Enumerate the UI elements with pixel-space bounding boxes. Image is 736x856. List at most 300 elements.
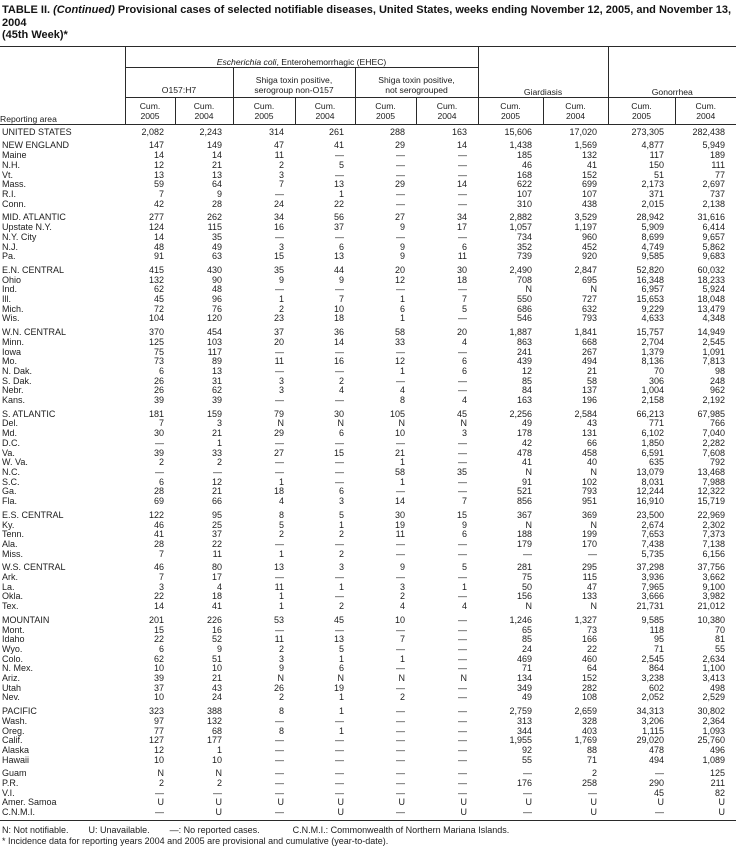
table-row (0, 626, 736, 636)
value-cell: — (458, 476, 468, 487)
value-cell: 920 (582, 251, 598, 262)
value-cell: 7 (158, 572, 164, 583)
value-cell: 21 (394, 447, 405, 458)
value-cell: 66 (211, 496, 222, 507)
value-cell: 26 (153, 385, 164, 396)
value-cell: 68 (211, 725, 222, 736)
value-cell: 521 (517, 486, 533, 497)
value-cell: 282,438 (692, 126, 726, 137)
value-cell: 9 (399, 222, 405, 233)
value-cell: 23 (273, 313, 284, 324)
value-cell: 34 (457, 212, 468, 223)
value-cell: 28,942 (636, 212, 665, 223)
value-cell: 1 (338, 653, 344, 664)
reporting-area-cell: Nev. (2, 692, 20, 703)
value-cell: 29 (394, 140, 405, 151)
value-cell: — (608, 808, 675, 820)
value-cell: 168 (517, 169, 533, 180)
value-cell: 277 (148, 212, 164, 223)
value-cell: 199 (582, 529, 598, 540)
value-cell: 75 (522, 572, 533, 583)
value-cell: 1 (278, 548, 284, 559)
value-cell: 72 (153, 303, 164, 314)
value-cell: 370 (148, 327, 164, 338)
table-row (0, 674, 736, 684)
value-cell: — (458, 198, 468, 209)
table-row (0, 396, 736, 406)
value-cell: 24 (522, 643, 533, 654)
value-cell: — (275, 346, 284, 357)
value-cell: 3 (216, 418, 222, 429)
value-cell: 127 (148, 735, 164, 746)
cum-year-header (355, 97, 416, 124)
value-cell: 18 (273, 486, 284, 497)
value-cell: 6,156 (702, 548, 726, 559)
value-cell: U (718, 797, 726, 808)
value-cell: — (458, 692, 468, 703)
reporting-area-cell: S. ATLANTIC (2, 408, 56, 419)
value-cell: 179 (517, 538, 533, 549)
value-cell: — (458, 653, 468, 664)
value-cell: 6 (158, 643, 164, 654)
table-row (0, 573, 736, 583)
value-cell: — (335, 437, 344, 448)
value-cell: 267 (582, 346, 598, 357)
table-row (0, 262, 736, 276)
value-cell: — (396, 778, 405, 789)
value-cell: 6,591 (641, 447, 665, 458)
value-cell: 21 (211, 428, 222, 439)
value-cell: 62 (211, 385, 222, 396)
value-cell: 45 (654, 787, 665, 798)
cum-year-header (233, 97, 295, 124)
reporting-area-cell: Ind. (2, 284, 18, 295)
table-row (0, 521, 736, 531)
value-cell: 25 (211, 519, 222, 530)
table-row (0, 645, 736, 655)
table-row (0, 635, 736, 645)
value-cell: — (458, 538, 468, 549)
value-cell: 14 (153, 231, 164, 242)
value-cell: 5 (462, 562, 468, 573)
value-cell: 739 (517, 251, 533, 262)
value-cell: 71 (654, 643, 665, 654)
value-cell: 35 (457, 466, 468, 477)
value-cell: — (396, 538, 405, 549)
value-cell: — (458, 385, 468, 396)
value-cell: 6,102 (641, 428, 665, 439)
value-cell: 4,348 (702, 313, 726, 324)
value-cell: 695 (582, 274, 598, 285)
value-cell: 40 (587, 457, 598, 468)
value-cell: 7 (462, 294, 468, 305)
value-cell: — (335, 787, 344, 798)
value-cell: N (525, 519, 533, 530)
value-cell: — (458, 634, 468, 645)
value-cell: 85 (522, 634, 533, 645)
value-cell: 23,500 (636, 509, 665, 520)
value-cell: 30 (333, 408, 344, 419)
value-cell: 15,757 (636, 327, 665, 338)
value-cell: 21,012 (697, 601, 726, 612)
reporting-area-cell: Ohio (2, 274, 22, 285)
value-cell: 49 (522, 418, 533, 429)
value-cell: 2,192 (702, 395, 726, 406)
table-row (0, 550, 736, 560)
value-cell: U (157, 797, 164, 808)
value-cell: 39 (153, 447, 164, 458)
value-cell: — (458, 715, 468, 726)
year-label: 2004 (315, 110, 335, 121)
footnote-legend-item: U: Unavailable. (88, 824, 150, 835)
value-cell: 1,569 (574, 140, 598, 151)
value-cell: 734 (517, 231, 533, 242)
value-cell: 344 (517, 725, 533, 736)
value-cell: 1 (399, 457, 405, 468)
value-cell: 26 (273, 682, 284, 693)
cum-label: Cum. (695, 100, 717, 111)
value-cell: 20 (457, 327, 468, 338)
reporting-area-cell: Minn. (2, 336, 25, 347)
value-cell: — (213, 466, 222, 477)
value-cell: 3,662 (702, 572, 726, 583)
value-cell: 4,877 (641, 140, 665, 151)
year-label: 2005 (140, 110, 160, 121)
value-cell: 29,020 (636, 735, 665, 746)
value-cell: 2,634 (702, 653, 726, 664)
value-cell: — (396, 548, 405, 559)
value-cell: — (233, 808, 295, 820)
value-cell: 42 (522, 437, 533, 448)
value-cell: 118 (649, 624, 665, 635)
value-cell: 21 (211, 673, 222, 684)
value-cell: 7,988 (702, 476, 726, 487)
reporting-area-cell: Utah (2, 682, 22, 693)
value-cell: 1,769 (574, 735, 598, 746)
reporting-area-cell: Ariz. (2, 673, 20, 684)
value-cell: 16 (211, 624, 222, 635)
value-cell: 37 (333, 222, 344, 233)
value-cell: 460 (582, 653, 598, 664)
value-cell: 49 (522, 692, 533, 703)
value-cell: N (590, 466, 598, 477)
table-row (0, 530, 736, 540)
reporting-area-cell: Mo. (2, 356, 18, 367)
value-cell: 41 (153, 529, 164, 540)
value-cell: 17,020 (569, 126, 598, 137)
value-cell: — (396, 787, 405, 798)
value-cell: — (275, 437, 284, 448)
table-row (0, 137, 736, 151)
value-cell: 771 (649, 418, 665, 429)
cum-label: Cum. (500, 100, 521, 111)
value-cell: 45 (333, 614, 344, 625)
value-cell: — (275, 466, 284, 477)
value-cell: — (335, 284, 344, 295)
value-cell: — (458, 778, 468, 789)
value-cell: 415 (148, 264, 164, 275)
value-cell: 2 (338, 548, 344, 559)
value-cell: 727 (582, 294, 598, 305)
value-cell: 82 (715, 787, 726, 798)
value-cell: 1 (216, 437, 222, 448)
value-cell: 2 (278, 692, 284, 703)
table-row (0, 478, 736, 488)
table-header (0, 46, 736, 124)
value-cell: 5,949 (702, 140, 726, 151)
value-cell: 58 (394, 466, 405, 477)
value-cell: 1 (338, 189, 344, 199)
value-cell: 793 (582, 313, 598, 324)
value-cell: N (460, 418, 468, 429)
value-cell: — (458, 313, 468, 324)
value-cell: 2,158 (641, 395, 665, 406)
value-cell: 3 (278, 241, 284, 252)
value-cell: 77 (153, 725, 164, 736)
value-cell: 65 (522, 624, 533, 635)
cum-label: Cum. (375, 100, 396, 111)
value-cell: 27 (394, 212, 405, 223)
table-row (0, 717, 736, 727)
value-cell: — (275, 624, 284, 635)
value-cell: 152 (582, 169, 598, 180)
table-row (0, 468, 736, 478)
reporting-area-cell: Colo. (2, 653, 24, 664)
value-cell: 7,040 (702, 428, 726, 439)
value-cell: 147 (148, 140, 164, 151)
value-cell: 67,985 (697, 408, 726, 419)
value-cell: 4 (216, 581, 222, 592)
value-cell: 16 (333, 356, 344, 367)
cum-label: Cum. (253, 100, 275, 111)
value-cell: 45 (153, 294, 164, 305)
value-cell: — (458, 614, 468, 625)
table-row (0, 684, 736, 694)
value-cell: 2 (158, 778, 164, 789)
value-cell: 1 (399, 313, 405, 324)
value-cell: 21 (587, 365, 598, 376)
value-cell: 5,735 (641, 548, 665, 559)
value-cell: 163 (517, 395, 533, 406)
value-cell: 92 (522, 744, 533, 755)
value-cell: 496 (710, 744, 726, 755)
value-cell: 4 (462, 336, 468, 347)
value-cell: 2 (278, 303, 284, 314)
value-cell: — (396, 663, 405, 674)
value-cell: 107 (582, 189, 598, 199)
value-cell: — (458, 150, 468, 161)
value-cell: 11 (395, 529, 405, 540)
value-cell: 668 (582, 336, 598, 347)
value-cell: U (525, 797, 533, 808)
value-cell: 494 (582, 356, 598, 367)
value-cell: 10 (211, 663, 222, 674)
value-cell: 9,657 (702, 231, 726, 242)
value-cell: — (458, 768, 468, 779)
table-row (0, 439, 736, 449)
value-cell: 14 (394, 496, 405, 507)
footnote-legend-item: C.N.M.I.: Commonwealth of Northern Mariana Islands. (292, 824, 510, 835)
value-cell: 6 (338, 241, 344, 252)
value-cell: 176 (517, 778, 533, 789)
value-cell: 25,760 (697, 735, 726, 746)
value-cell: 13,479 (697, 303, 726, 314)
value-cell: N (398, 418, 405, 429)
column-group-giardiasis: Giardiasis (478, 46, 608, 97)
table-row (0, 295, 736, 305)
value-cell: — (458, 787, 468, 798)
reporting-area-cell: R.I. (2, 189, 17, 199)
reporting-area-cell: V.I. (2, 787, 15, 798)
table-row (0, 305, 736, 315)
value-cell: — (396, 715, 405, 726)
value-cell: 498 (710, 682, 726, 693)
value-cell: — (275, 284, 284, 295)
value-cell: 3,666 (641, 591, 665, 602)
cum-label: Cum. (193, 100, 215, 111)
value-cell: 36 (333, 327, 344, 338)
reporting-area-cell: NEW ENGLAND (2, 140, 70, 151)
value-cell: 2 (216, 457, 222, 468)
reporting-area-cell: Upstate N.Y. (2, 222, 52, 233)
value-cell: 17 (457, 222, 468, 233)
value-cell: 6,957 (641, 284, 665, 295)
value-cell: — (588, 787, 598, 798)
value-cell: 9,585 (641, 251, 665, 262)
value-cell: 7,608 (702, 447, 726, 458)
value-cell: — (335, 466, 344, 477)
value-cell: 632 (582, 303, 598, 314)
value-cell: — (335, 538, 344, 549)
value-cell: — (396, 284, 405, 295)
value-cell: 9 (278, 274, 284, 285)
value-cell: — (335, 169, 344, 180)
value-cell: U (277, 797, 284, 808)
table-row (0, 664, 736, 674)
value-cell: U (590, 797, 598, 808)
value-cell: 248 (710, 375, 726, 386)
column-subgroup-shiga-non-o157 (233, 67, 355, 97)
reporting-area-cell: Ky. (2, 519, 15, 530)
value-cell: 1,841 (574, 327, 598, 338)
value-cell: 97 (153, 715, 164, 726)
value-cell: — (335, 768, 344, 779)
value-cell: 64 (211, 179, 222, 190)
value-cell: 864 (649, 663, 665, 674)
reporting-area-cell: N. Mex. (2, 663, 34, 674)
value-cell: 14 (333, 336, 344, 347)
value-cell: 15,606 (504, 126, 533, 137)
value-cell: 10 (394, 614, 405, 625)
table-row (0, 243, 736, 253)
value-cell: 452 (582, 241, 598, 252)
value-cell: 34,313 (636, 706, 665, 717)
value-cell: 2,882 (509, 212, 533, 223)
value-cell: 185 (517, 150, 533, 161)
value-cell: 152 (582, 673, 598, 684)
table-row (0, 497, 736, 507)
reporting-area-cell: Iowa (2, 346, 22, 357)
value-cell: 19 (333, 682, 344, 693)
value-cell: 37,756 (697, 562, 726, 573)
value-cell: — (458, 572, 468, 583)
value-cell: 39 (211, 395, 222, 406)
value-cell: 14 (457, 140, 468, 151)
value-cell: 55 (522, 754, 533, 765)
value-cell: 5 (338, 643, 344, 654)
value-cell: — (396, 572, 405, 583)
value-cell: — (396, 682, 405, 693)
value-cell: 1 (399, 653, 405, 664)
value-cell: 21 (211, 486, 222, 497)
value-cell: — (655, 768, 665, 779)
value-cell: 469 (517, 653, 533, 664)
value-cell: 1,379 (641, 346, 665, 357)
value-cell: 349 (517, 682, 533, 693)
value-cell: 33 (394, 336, 405, 347)
reporting-area-cell: Ala. (2, 538, 18, 549)
value-cell: 55 (715, 643, 726, 654)
cum-year-header (543, 97, 608, 124)
reporting-area-cell: Nebr. (2, 385, 24, 396)
column-subgroup-shiga-not-serogrouped (355, 67, 478, 97)
value-cell: 11 (274, 356, 284, 367)
value-cell: U (416, 808, 478, 820)
value-cell: N (277, 418, 284, 429)
value-cell: 1 (462, 581, 468, 592)
value-cell: 13 (333, 251, 344, 262)
value-cell: 115 (207, 222, 222, 233)
reporting-area-cell: Ark. (2, 572, 19, 583)
value-cell: 84 (522, 385, 533, 396)
value-cell: 9 (216, 189, 222, 199)
value-cell: — (458, 375, 468, 386)
value-cell: 454 (206, 327, 222, 338)
value-cell: 52 (211, 634, 222, 645)
value-cell: 91 (522, 476, 533, 487)
value-cell: 5,862 (702, 241, 726, 252)
value-cell: N (337, 673, 344, 684)
reporting-area-cell: Mich. (2, 303, 24, 314)
value-cell: 6 (158, 476, 164, 487)
value-cell: 1 (278, 601, 284, 612)
cum-year-header (675, 97, 736, 124)
value-cell: 188 (517, 529, 533, 540)
value-cell: 4 (462, 601, 468, 612)
cum-label: Cum. (139, 100, 161, 111)
value-cell: 2,052 (641, 692, 665, 703)
value-cell: 2,697 (702, 179, 726, 190)
value-cell: 8,031 (641, 476, 665, 487)
value-cell: 41 (522, 457, 533, 468)
header-cum-row (0, 97, 736, 124)
value-cell: 85 (522, 375, 533, 386)
value-cell: 7 (158, 418, 164, 429)
value-cell: 10,380 (697, 614, 726, 625)
year-label: 2005 (500, 110, 521, 121)
value-cell: 2,490 (509, 264, 533, 275)
value-cell: 107 (517, 189, 533, 199)
value-cell: 19 (394, 519, 405, 530)
value-cell: 3 (338, 496, 344, 507)
reporting-area-cell: W.S. CENTRAL (2, 562, 66, 573)
value-cell: 14 (457, 179, 468, 190)
value-cell: 51 (654, 169, 665, 180)
table-row (0, 419, 736, 429)
value-cell: 2,584 (574, 408, 598, 419)
value-cell: 28 (211, 198, 222, 209)
value-cell: N (525, 601, 533, 612)
